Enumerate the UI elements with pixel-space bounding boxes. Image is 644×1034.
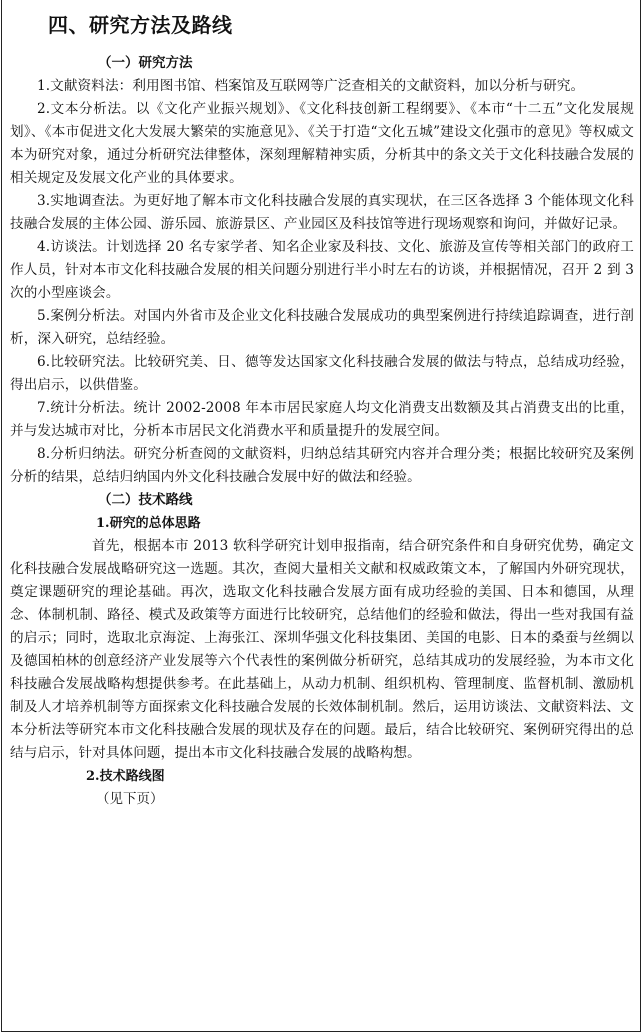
see-next-page-note: （见下页）	[96, 791, 164, 807]
overall-approach-heading: 1.研究的总体思路	[96, 516, 201, 531]
method-item: 6.比较研究法。比较研究美、日、德等发达国家文化科技融合发展的做法与特点，总结成功经验，得出启示，以供借鉴。	[10, 354, 634, 393]
method-item: 4.访谈法。计划选择 20 名专家学者、知名企业家及科技、文化、旅游及宣传等相关部门的政府工作人员，针对本市文化科技融合发展的相关问题分别进行半小时左右的访谈，并根据情况，召开 2 到 3 次的小型座谈会。	[10, 239, 634, 301]
method-item: 3.实地调查法。为更好地了解本市文化科技融合发展的真实现状，在三区各选择 3 个能体现文化科技融合发展的主体公园、游乐园、旅游景区、产业园区及科技馆等进行现场观察和询问，并做好记录。	[10, 193, 634, 232]
method-item: 2.文本分析法。以《文化产业振兴规划》、《文化科技创新工程纲要》、《本市“十二五”文化发展规划》、《本市促进文化大发展大繁荣的实施意见》、《关于打造“文化五城”建设文化强市的意见》等权威文本为研究对象，通过分析研究法律整体，深刻理解精神实质，分析其中的条文关于文化科技融合发展的相关规定及发展文化产业的具体要求。	[10, 101, 634, 186]
route-diagram-heading: 2.技术路线图	[86, 769, 165, 784]
document-content	[10, 10, 634, 811]
method-item: 8.分析归纳法。研究分析查阅的文献资料，归纳总结其研究内容并合理分类；根据比较研究及案例分析的结果，总结归纳国内外文化科技融合发展中好的做法和经验。	[10, 446, 634, 485]
method-item: 5.案例分析法。对国内外省市及企业文化科技融合发展成功的典型案例进行持续追踪调查，进行剖析，深入研究，总结经验。	[10, 308, 634, 347]
method-item: 7.统计分析法。统计 2002-2008 年本市居民家庭人均文化消费支出数额及其占消费支出的比重，并与发达城市对比，分析本市居民文化消费水平和质量提升的发展空间。	[10, 400, 634, 439]
methods-heading: （一）研究方法	[98, 55, 193, 71]
tech-route-heading: （二）技术路线	[98, 492, 193, 508]
method-item: 1.文献资料法：利用图书馆、档案馆及互联网等广泛查相关的文献资料，加以分析与研究。	[37, 78, 585, 94]
section-title: 四、研究方法及路线	[48, 13, 233, 37]
overall-approach-text: 首先，根据本市 2013 软科学研究计划申报指南，结合研究条件和自身研究优势，确定文化科技融合发展战略研究这一选题。其次，查阅大量相关文献和权威政策文本，了解国内外研究现状，奠定课题研究的理论基础。再次，选取文化科技融合发展方面有成功经验的美国、日本和德国，从理念、体制机制、路径、模式及政策等方面进行比较研究，总结他们的经验和做法，得出一些对我国有益的启示；同时，选取北京海淀、上海张江、深圳华强文化科技集团、美国的电影、日本的桑蚕与丝绸以及德国柏林的创意经济产业发展等六个代表性的案例做分析研究，总结其成功的发展经验，为本市文化科技融合发展战略构想提供参考。在此基础上，从动力机制、组织机构、管理制度、监督机制、激励机制及人才培养机制等方面探索文化科技融合发展的长效体制机制。然后，运用访谈法、文献资料法、文本分析法等研究本市文化科技融合发展的现状及存在的问题。最后，结合比较研究、案例研究得出的总结与启示，针对具体问题，提出本市文化科技融合发展的战略构想。	[10, 538, 634, 761]
